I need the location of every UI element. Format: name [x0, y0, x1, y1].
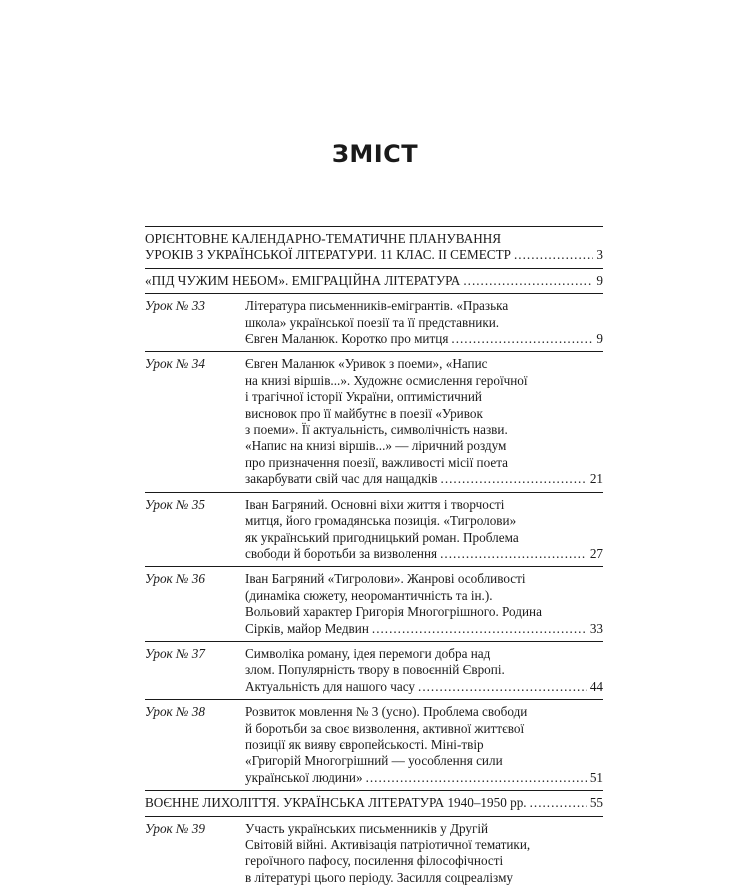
- section-title-line: УРОКІВ З УКРАЇНСЬКОЇ ЛІТЕРАТУРИ. 11 КЛАС. ІІ СЕМЕСТР: [145, 247, 511, 263]
- lesson-line: героїчного пафосу, посилення філософічності: [245, 853, 504, 869]
- leader-dots: [441, 471, 587, 487]
- toc-lesson: [145, 571, 603, 637]
- lesson-line: свободи й боротьби за визволення: [245, 545, 438, 561]
- lesson-line: Символіка роману, ідея перемоги добра над: [245, 645, 491, 661]
- divider: [145, 226, 603, 227]
- lesson-label: Урок № 39: [145, 820, 205, 836]
- page-number: 27: [589, 545, 603, 561]
- lesson-label: Урок № 34: [145, 356, 205, 372]
- lesson-line: Вольовий характер Григорія Многогрішного. Родина: [245, 604, 542, 620]
- lesson-line: Євген Маланюк «Уривок з поеми», «Напис: [245, 356, 488, 372]
- lesson-line: української людини»: [245, 769, 363, 785]
- leader-dots: [463, 273, 593, 289]
- leader-dots: [530, 795, 587, 811]
- lesson-line: Розвиток мовлення № 3 (усно). Проблема свободи: [245, 704, 528, 720]
- lesson-line: школа» української поезії та її представники.: [245, 314, 500, 330]
- section-title-line: ВОЄННЕ ЛИХОЛІТТЯ. УКРАЇНСЬКА ЛІТЕРАТУРА 1940–1950 рр.: [145, 795, 527, 811]
- lesson-line: Сірків, майор Медвин: [245, 620, 369, 636]
- page-number: 21: [589, 471, 603, 487]
- lesson-line: Іван Багряний «Тигролови». Жанрові особливості: [245, 571, 526, 587]
- divider: [145, 293, 603, 294]
- lesson-line: закарбувати свій час для нащадків: [245, 471, 438, 487]
- toc-lesson: [145, 497, 603, 563]
- lesson-line: Участь українських письменників у Другій: [245, 820, 489, 836]
- toc-lesson: [145, 821, 603, 886]
- lesson-line: в літературі цього періоду. Засилля соцреалізму: [245, 869, 514, 885]
- lesson-line: Актуальність для нашого часу: [245, 678, 416, 694]
- page-number: 9: [596, 272, 603, 288]
- lesson-label: Урок № 33: [145, 298, 205, 314]
- divider: [145, 566, 603, 567]
- lesson-line: на книзі віршів...». Художнє осмислення героїчної: [245, 372, 528, 388]
- leader-dots: [451, 331, 593, 347]
- lesson-label: Урок № 35: [145, 496, 205, 512]
- lesson-line: про призначення поезії, важливості місії поета: [245, 454, 508, 470]
- lesson-line: Євген Маланюк. Коротко про митця: [245, 331, 449, 347]
- page-number: 51: [589, 769, 603, 785]
- toc-section-emigration: [145, 273, 603, 289]
- lesson-line: з поеми». Її актуальність, символічність назви.: [245, 422, 508, 438]
- lesson-line: Література письменників-емігрантів. «Празька: [245, 298, 509, 314]
- page-number: 55: [589, 795, 603, 811]
- leader-dots: [418, 679, 587, 695]
- divider: [145, 641, 603, 642]
- lesson-line: і трагічної історії України, оптимістичний: [245, 389, 482, 405]
- divider: [145, 492, 603, 493]
- divider: [145, 816, 603, 817]
- lesson-line: висновок про її майбутнє в поезії «Уривок: [245, 405, 483, 421]
- toc-lesson: [145, 646, 603, 695]
- toc-lesson: [145, 704, 603, 786]
- section-title-line: «ПІД ЧУЖИМ НЕБОМ». ЕМІГРАЦІЙНА ЛІТЕРАТУРА: [145, 272, 461, 288]
- lesson-line: й боротьби за своє визволення, активної життєвої: [245, 720, 525, 736]
- toc-lesson: [145, 356, 603, 487]
- toc-lesson: [145, 298, 603, 347]
- table-of-contents: [145, 222, 603, 886]
- lesson-line: (динаміка сюжету, неоромантичність та ін.).: [245, 587, 493, 603]
- toc-section-wartime: [145, 795, 603, 811]
- toc-section-planning: [145, 231, 603, 264]
- lesson-line: злом. Популярність твору в повоєнній Європі.: [245, 662, 505, 678]
- leader-dots: [514, 247, 593, 263]
- divider: [145, 699, 603, 700]
- leader-dots: [440, 546, 587, 562]
- lesson-line: як український пригодницький роман. Проблема: [245, 529, 519, 545]
- divider: [145, 268, 603, 269]
- section-title-line: ОРІЄНТОВНЕ КАЛЕНДАРНО-ТЕМАТИЧНЕ ПЛАНУВАННЯ: [145, 231, 502, 246]
- lesson-line: Світовій війні. Активізація патріотичної тематики,: [245, 837, 531, 852]
- leader-dots: [372, 621, 587, 637]
- page-number: 44: [589, 678, 603, 694]
- leader-dots: [366, 770, 587, 786]
- lesson-label: Урок № 36: [145, 571, 205, 587]
- lesson-line: «Григорій Многогрішний — уособлення сили: [245, 753, 503, 769]
- lesson-line: митця, його громадянська позиція. «Тигролови»: [245, 513, 517, 529]
- lesson-line: Іван Багряний. Основні віхи життя і творчості: [245, 496, 505, 512]
- lesson-label: Урок № 38: [145, 704, 205, 720]
- lesson-line: позиції як вияву європейськості. Міні-твір: [245, 736, 484, 752]
- page-title: ЗМІСТ: [331, 140, 419, 168]
- page-number: 9: [596, 331, 603, 347]
- lesson-label: Урок № 37: [145, 645, 205, 661]
- divider: [145, 790, 603, 791]
- page-number: 3: [596, 247, 603, 263]
- lesson-line: «Напис на книзі віршів...» — ліричний роздум: [245, 438, 507, 454]
- page-number: 33: [589, 620, 603, 636]
- divider: [145, 351, 603, 352]
